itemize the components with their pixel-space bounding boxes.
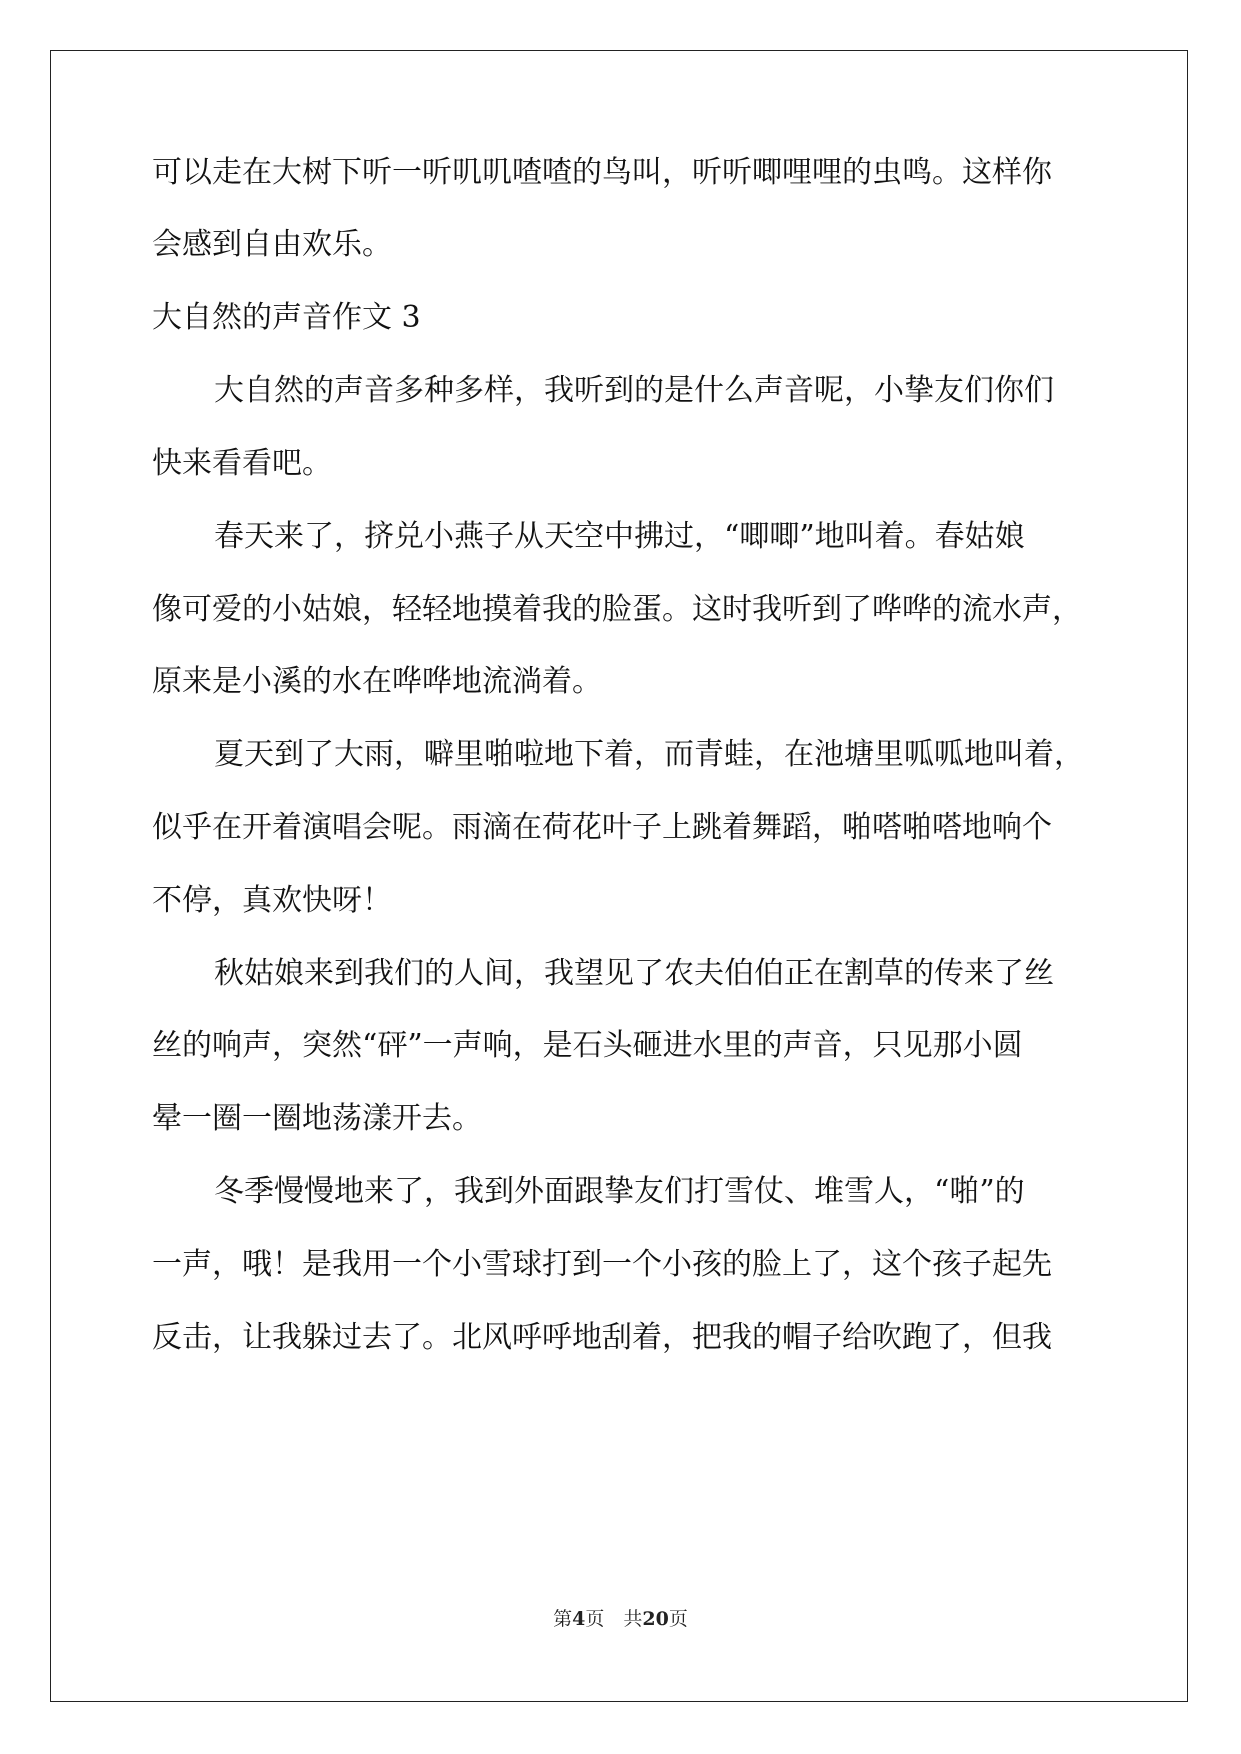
text-line: 一声，哦！是我用一个小雪球打到一个小孩的脸上了，这个孩子起先 (152, 1247, 1052, 1282)
text-line: 原来是小溪的水在哗哗地流淌着。 (152, 664, 602, 699)
text-line: 冬季慢慢地来了，我到外面跟挚友们打雪仗、堆雪人，“啪”的 (214, 1174, 1025, 1209)
current-page-number: 4 (572, 1608, 586, 1630)
text-line: 快来看看吧。 (152, 446, 332, 481)
text-line: 秋姑娘来到我们的人间，我望见了农夫伯伯正在割草的传来了丝 (214, 956, 1054, 991)
text-line: 会感到自由欢乐。 (152, 227, 392, 262)
page-label-prefix: 第 (553, 1608, 573, 1630)
text-line: 像可爱的小姑娘，轻轻地摸着我的脸蛋。这时我听到了哗哗的流水声， (152, 592, 1082, 627)
section-heading: 大自然的声音作文 3 (152, 300, 421, 335)
total-pages-number: 20 (642, 1608, 669, 1630)
text-line: 春天来了，挤兑小燕子从天空中拂过，“唧唧”地叫着。春姑娘 (214, 519, 1025, 554)
text-line: 不停，真欢快呀！ (152, 883, 392, 918)
page-footer (0, 1604, 1241, 1631)
page-label-mid: 页 共 (585, 1608, 643, 1630)
page-label-suffix: 页 (668, 1608, 688, 1630)
text-line: 夏天到了大雨，噼里啪啦地下着，而青蛙，在池塘里呱呱地叫着， (214, 737, 1084, 772)
text-line: 晕一圈一圈地荡漾开去。 (152, 1101, 482, 1136)
text-line: 丝的响声，突然“砰”一声响，是石头砸进水里的声音，只见那小圆 (152, 1028, 1023, 1063)
text-line: 似乎在开着演唱会呢。雨滴在荷花叶子上跳着舞蹈，啪嗒啪嗒地响个 (152, 810, 1052, 845)
text-line: 反击，让我躲过去了。北风呼呼地刮着，把我的帽子给吹跑了，但我 (152, 1320, 1052, 1355)
text-line: 大自然的声音多种多样，我听到的是什么声音呢，小挚友们你们 (214, 373, 1054, 408)
text-line: 可以走在大树下听一听叽叽喳喳的鸟叫，听听唧哩哩的虫鸣。这样你 (152, 155, 1052, 190)
